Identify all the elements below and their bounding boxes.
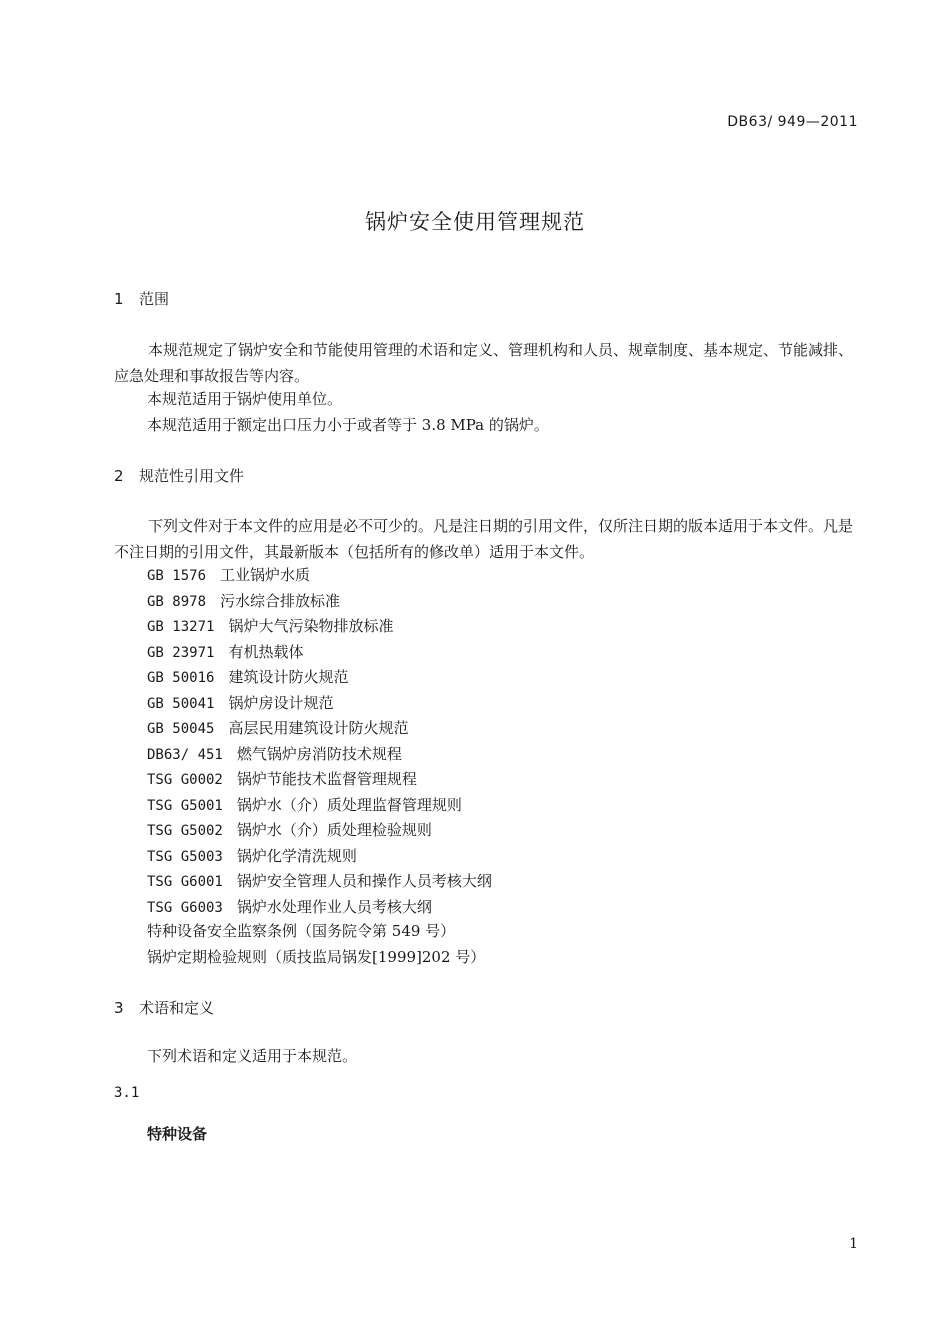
- reference-code: GB 50016: [147, 670, 215, 686]
- reference-item: [147, 743, 402, 764]
- reference-name: 高层民用建筑设计防火规范: [228, 719, 409, 737]
- section-number: 3: [114, 999, 124, 1017]
- reference-code: TSG G5002: [147, 823, 223, 839]
- reference-name: 燃气锅炉房消防技术规程: [236, 744, 402, 763]
- reference-item: [147, 717, 408, 738]
- reference-item: [147, 692, 333, 713]
- reference-name: 锅炉房设计规范: [228, 693, 334, 712]
- reference-item: [147, 819, 432, 840]
- subsection-number: 3.1: [114, 1085, 140, 1101]
- page-number: 1: [849, 1236, 858, 1252]
- reference-code: TSG G5003: [147, 848, 223, 865]
- term-heading: 特种设备: [147, 1125, 208, 1143]
- reference-item: 特种设备安全监察条例（国务院令第 549 号）: [147, 922, 456, 940]
- reference-item: [147, 870, 492, 891]
- reference-code: TSG G6001: [147, 874, 223, 890]
- reference-item: [147, 794, 462, 815]
- reference-name: 锅炉水（介）质处理监督管理规则: [236, 795, 462, 814]
- paragraph: 下列术语和定义适用于本规范。: [147, 1047, 358, 1065]
- reference-item: 锅炉定期检验规则（质技监局锅发[1999]202 号）: [147, 948, 486, 966]
- paragraph-text: 本规范规定了锅炉安全和节能使用管理的术语和定义、管理机构和人员、规章制度、基本规定、节能减排、应急处理和事故报告等内容。: [114, 341, 854, 385]
- section-title: 范围: [139, 290, 170, 308]
- paragraph: 本规范适用于锅炉使用单位。: [147, 390, 343, 408]
- reference-name: 污水综合排放标准: [220, 591, 341, 610]
- reference-code: GB 13271: [147, 619, 215, 635]
- reference-name: 锅炉水（介）质处理检验规则: [236, 821, 432, 839]
- reference-name: 锅炉节能技术监督管理规程: [236, 770, 417, 788]
- section-heading-scope: [114, 288, 169, 309]
- section-number: 2: [114, 467, 124, 485]
- reference-item: [147, 564, 310, 585]
- paragraph-text: 下列文件对于本文件的应用是必不可少的。凡是注日期的引用文件，仅所注日期的版本适用于本文件。凡是不注日期的引用文件，其最新版本（包括所有的修改单）适用于本文件。: [114, 517, 854, 561]
- section-number: 1: [114, 290, 124, 308]
- reference-item: [147, 641, 303, 662]
- reference-code: GB 1576: [147, 568, 207, 584]
- reference-name: 锅炉安全管理人员和操作人员考核大纲: [236, 872, 492, 890]
- reference-item: [147, 666, 348, 687]
- reference-name: 锅炉化学清洗规则: [236, 846, 357, 865]
- reference-item: [147, 615, 393, 636]
- reference-item: [147, 590, 340, 611]
- reference-name: 工业锅炉水质: [220, 566, 311, 584]
- section-heading-normative-references: [114, 465, 244, 486]
- reference-code: DB63/ 451: [147, 746, 223, 763]
- section-heading-terms-definitions: [114, 997, 214, 1018]
- reference-code: TSG G6003: [147, 899, 223, 916]
- reference-code: TSG G0002: [147, 772, 223, 788]
- section-title: 规范性引用文件: [139, 467, 245, 485]
- reference-code: GB 8978: [147, 593, 207, 610]
- document-title: 锅炉安全使用管理规范: [365, 210, 585, 234]
- document-number: DB63/ 949—2011: [727, 114, 858, 130]
- reference-item: [147, 896, 432, 917]
- reference-name: 锅炉大气污染物排放标准: [228, 617, 394, 635]
- reference-code: TSG G5001: [147, 797, 223, 814]
- paragraph: [114, 513, 859, 565]
- reference-name: 锅炉水处理作业人员考核大纲: [236, 897, 432, 916]
- section-title: 术语和定义: [139, 999, 215, 1017]
- paragraph: 本规范适用于额定出口压力小于或者等于 3.8 MPa 的锅炉。: [147, 416, 549, 434]
- reference-name: 建筑设计防火规范: [228, 668, 349, 686]
- reference-code: GB 23971: [147, 644, 215, 661]
- paragraph: [114, 337, 859, 389]
- reference-name: 有机热载体: [228, 642, 304, 661]
- reference-item: [147, 768, 417, 789]
- reference-code: GB 50041: [147, 695, 215, 712]
- reference-code: GB 50045: [147, 721, 215, 737]
- reference-item: [147, 845, 357, 866]
